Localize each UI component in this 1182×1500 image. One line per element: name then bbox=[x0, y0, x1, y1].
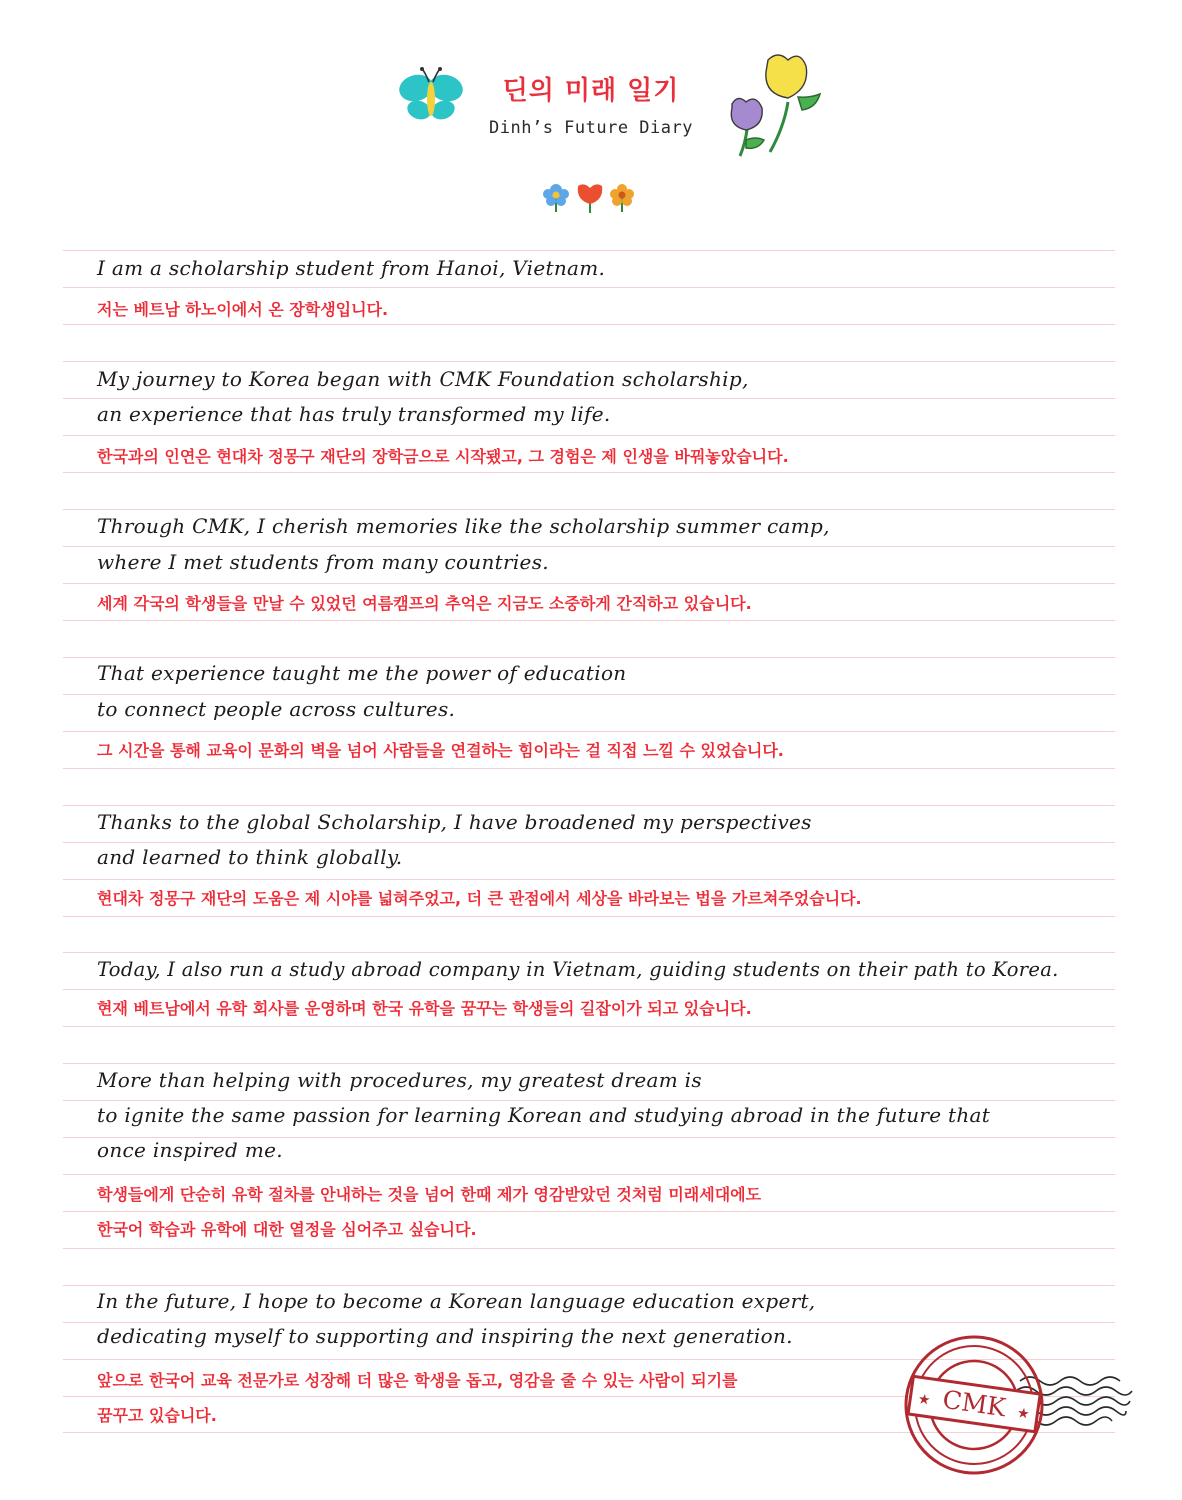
english-line: Thanks to the global Scholarship, I have broadened my perspectives bbox=[97, 810, 812, 834]
ruled-line bbox=[63, 916, 1115, 917]
english-line: My journey to Korea began with CMK Foundation scholarship, bbox=[97, 367, 749, 391]
korean-line: 그 시간을 통해 교육이 문화의 벽을 넘어 사람들을 연결하는 힘이라는 걸 직접 느낄 수 있었습니다. bbox=[97, 741, 784, 760]
korean-line: 저는 베트남 하노이에서 온 장학생입니다. bbox=[97, 300, 389, 319]
korean-line: 현대차 정몽구 재단의 도움은 제 시야를 넓혀주었고, 더 큰 관점에서 세상을 바라보는 법을 가르쳐주었습니다. bbox=[97, 889, 862, 908]
ruled-line bbox=[63, 1063, 1115, 1064]
ruled-line bbox=[63, 1248, 1115, 1249]
ruled-line bbox=[63, 694, 1115, 695]
svg-text:★: ★ bbox=[916, 1391, 932, 1409]
ruled-line bbox=[63, 250, 1115, 251]
title-korean: 딘의 미래 일기 bbox=[502, 76, 680, 106]
ruled-line bbox=[63, 952, 1115, 953]
ruled-line bbox=[63, 768, 1115, 769]
diary-header bbox=[0, 0, 1182, 230]
ruled-line bbox=[63, 361, 1115, 362]
ruled-line bbox=[63, 657, 1115, 658]
ruled-line bbox=[63, 989, 1115, 990]
korean-line: 현재 베트남에서 유학 회사를 운영하며 한국 유학을 꿈꾸는 학생들의 길잡이가 되고 있습니다. bbox=[97, 999, 752, 1018]
ruled-line bbox=[63, 287, 1115, 288]
english-line: In the future, I hope to become a Korean language education expert, bbox=[97, 1289, 816, 1313]
english-line: an experience that has truly transformed my life. bbox=[97, 402, 611, 426]
cmk-stamp bbox=[890, 1325, 1136, 1485]
korean-line: 한국어 학습과 유학에 대한 열정을 심어주고 싶습니다. bbox=[97, 1220, 477, 1239]
english-line: and learned to think globally. bbox=[97, 845, 403, 869]
ruled-line bbox=[63, 435, 1115, 436]
ruled-line bbox=[63, 1100, 1115, 1101]
ruled-line bbox=[63, 1026, 1115, 1027]
ruled-line bbox=[63, 731, 1115, 732]
english-line: Through CMK, I cherish memories like the scholarship summer camp, bbox=[97, 514, 830, 538]
stamp-label: CMK bbox=[940, 1384, 1008, 1423]
english-line: I am a scholarship student from Hanoi, Vietnam. bbox=[97, 256, 606, 280]
korean-line: 한국과의 인연은 현대차 정몽구 재단의 장학금으로 시작됐고, 그 경험은 제 인생을 바꿔놓았습니다. bbox=[97, 447, 789, 466]
ruled-line bbox=[63, 620, 1115, 621]
english-line: That experience taught me the power of education bbox=[97, 661, 627, 685]
ruled-line bbox=[63, 1211, 1115, 1212]
flowers-divider-icon bbox=[540, 180, 638, 214]
ruled-line bbox=[63, 842, 1115, 843]
ruled-line bbox=[63, 398, 1115, 399]
ruled-line bbox=[63, 1285, 1115, 1286]
korean-line: 앞으로 한국어 교육 전문가로 성장해 더 많은 학생을 돕고, 영감을 줄 수 있는 사람이 되기를 bbox=[97, 1371, 738, 1390]
korean-line: 세계 각국의 학생들을 만날 수 있었던 여름캠프의 추억은 지금도 소중하게 간직하고 있습니다. bbox=[97, 594, 752, 613]
korean-line: 학생들에게 단순히 유학 절차를 안내하는 것을 넘어 한때 제가 영감받았던 것처럼 미래세대에도 bbox=[97, 1185, 762, 1204]
english-line: to connect people across cultures. bbox=[97, 697, 456, 721]
title-english: Dinh’s Future Diary bbox=[489, 118, 693, 138]
ruled-line bbox=[63, 1322, 1115, 1323]
english-line: once inspired me. bbox=[97, 1138, 283, 1162]
svg-text:★: ★ bbox=[1015, 1405, 1031, 1423]
ruled-line bbox=[63, 472, 1115, 473]
ruled-line bbox=[63, 879, 1115, 880]
english-line: where I met students from many countries. bbox=[97, 550, 549, 574]
ruled-line bbox=[63, 324, 1115, 325]
tulips-icon bbox=[718, 52, 830, 162]
ruled-line bbox=[63, 805, 1115, 806]
english-line: dedicating myself to supporting and inspiring the next generation. bbox=[97, 1324, 793, 1348]
ruled-line bbox=[63, 509, 1115, 510]
ruled-line bbox=[63, 583, 1115, 584]
english-line: Today, I also run a study abroad company in Vietnam, guiding students on their path to Korea. bbox=[97, 958, 1059, 981]
korean-line: 꿈꾸고 있습니다. bbox=[97, 1406, 217, 1425]
ruled-line bbox=[63, 546, 1115, 547]
english-line: More than helping with procedures, my greatest dream is bbox=[97, 1068, 702, 1092]
ruled-line bbox=[63, 1174, 1115, 1175]
english-line: to ignite the same passion for learning Korean and studying abroad in the future that bbox=[97, 1103, 991, 1127]
